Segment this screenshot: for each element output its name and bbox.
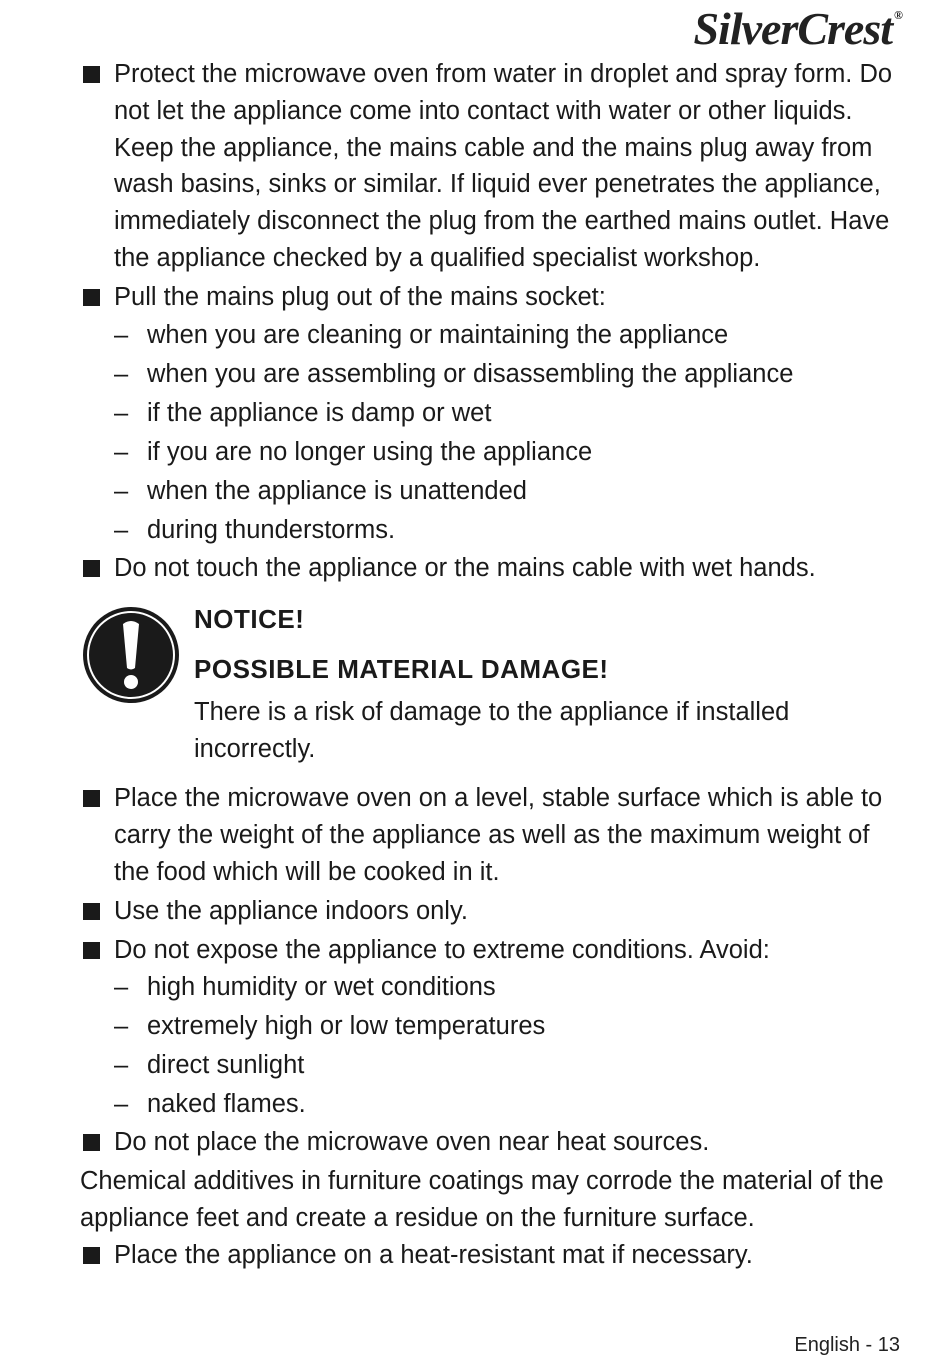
dash-marker: –: [114, 1051, 129, 1080]
list-item: Do not expose the appliance to extreme conditions. Avoid:: [80, 932, 910, 969]
brand-name: SilverCrest: [693, 3, 893, 54]
list-item: Protect the microwave oven from water in droplet and spray form. Do not let the appliance come into contact with water or other liquids. Keep the appliance, the mains cable and the mains plug away from wash basins, sinks or similar. If liquid ever penetrates the appliance, immediately disconnect the plug from the earthed mains outlet. Have the appliance checked by a qualified specialist workshop.: [80, 56, 910, 277]
bullet-square-icon: [83, 790, 100, 807]
bullet-square-icon: [83, 1247, 100, 1264]
dash-marker: –: [114, 398, 129, 427]
bullet-square-icon: [83, 1134, 100, 1151]
paragraph: Chemical additives in furniture coatings may corrode the material of the appliance feet and create a residue on the furniture surface.: [80, 1167, 884, 1232]
list-top: [80, 56, 910, 586]
page-number: English - 13: [794, 1334, 900, 1356]
sub-list-item: – extremely high or low temperatures: [80, 1007, 910, 1046]
list-item: Do not place the microwave oven near heat sources.: [80, 1124, 910, 1161]
notice-box: [80, 594, 910, 780]
sub-list-item: – if the appliance is damp or wet: [80, 394, 910, 433]
dash-marker: –: [114, 437, 129, 466]
sub-list-item: – direct sunlight: [80, 1046, 910, 1085]
list-item: Pull the mains plug out of the mains socket:: [80, 279, 910, 316]
dash-marker: –: [114, 359, 129, 388]
notice-subheading: POSSIBLE MATERIAL DAMAGE!: [194, 654, 609, 685]
dash-marker: –: [114, 1090, 129, 1119]
notice-heading: NOTICE!: [194, 604, 305, 635]
dash-marker: –: [114, 320, 129, 349]
sub-list-item: – when you are cleaning or maintaining the appliance: [80, 316, 910, 355]
list-item: Use the appliance indoors only.: [80, 893, 910, 930]
sub-list-item: – if you are no longer using the appliance: [80, 433, 910, 472]
sub-list-item: – high humidity or wet conditions: [80, 968, 910, 1007]
dash-marker: –: [114, 1012, 129, 1041]
sub-list-item: – during thunderstorms.: [80, 511, 910, 550]
dash-marker: –: [114, 515, 129, 544]
list-item: Do not touch the appliance or the mains cable with wet hands.: [80, 550, 910, 587]
list-item: Place the appliance on a heat-resistant mat if necessary.: [80, 1237, 910, 1274]
sub-list-item: – naked flames.: [80, 1085, 910, 1124]
registered-mark: ®: [894, 8, 902, 22]
sub-list-item: – when the appliance is unattended: [80, 472, 910, 511]
bullet-square-icon: [83, 942, 100, 959]
bullet-square-icon: [83, 289, 100, 306]
list-item: Place the microwave oven on a level, stable surface which is able to carry the weight of the appliance as well as the maximum weight of the food which will be cooked in it.: [80, 780, 910, 890]
sub-list-item: – when you are assembling or disassembling the appliance: [80, 355, 910, 394]
dash-marker: –: [114, 476, 129, 505]
exclamation-warning-icon: [80, 604, 182, 706]
document-body: [80, 56, 910, 1274]
notice-text: There is a risk of damage to the appliance if installed incorrectly.: [194, 698, 790, 764]
bullet-square-icon: [83, 66, 100, 83]
bullet-square-icon: [83, 560, 100, 577]
brand-logo: [693, 2, 902, 55]
bullet-square-icon: [83, 903, 100, 920]
dash-marker: –: [114, 973, 129, 1002]
list-bottom: [80, 780, 910, 1273]
